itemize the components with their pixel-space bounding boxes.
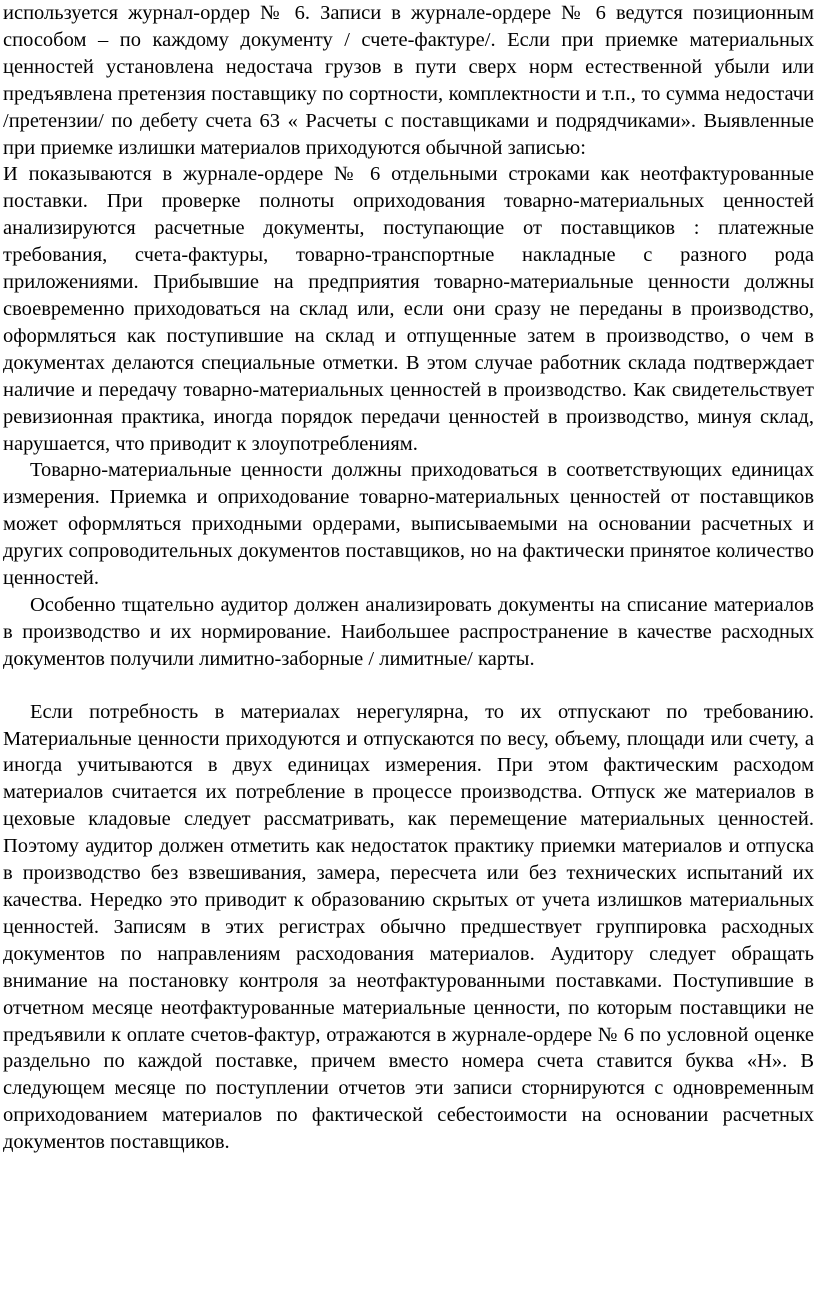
- paragraph-journal-order: используется журнал-ордер № 6. Записи в журнале-ордере № 6 ведутся позиционным способом – по каждому документу / счете-фактуре/. Если при приемке материальных ценностей установлена недостача грузов в пути сверх норм естественной убыли или предъявлена претензия поставщику по сортности, комплектности и т.п., то сумма недостачи /претензии/ по дебету счета 63 « Расчеты с поставщиками и подрядчиками». Выявленные при приемке излишки материалов приходуются обычной записью:: [3, 2, 814, 159]
- paragraph-unbilled-deliveries: И показываются в журнале-ордере № 6 отдельными строками как неотфактурованные поставки. При проверке полноты оприходования товарно-материальных ценностей анализируются расчетные документы, поступающие от поставщиков : платежные требования, счета-фактуры, товарно-транспортные накладные с разного рода приложениями. Прибывшие на предприятия товарно-материальные ценности должны своевременно приходоваться на склад или, если они сразу не переданы в производство, оформляться как поступившие на склад и отпущенные затем в производство, о чем в документах делаются специальные отметки. В этом случае работник склада подтверждает наличие и передачу товарно-материальных ценностей в производство. Как свидетельствует ревизионная практика, иногда порядок передачи ценностей в производство, минуя склад, нарушается, что приводит к злоупотреблениям.: [3, 163, 814, 455]
- paragraph-units-of-measure: Товарно-материальные ценности должны приходоваться в соответствующих единицах измерения. Приемка и оприходование товарно-материальных ценностей от поставщиков может оформляться приходными ордерами, выписываемыми на основании расчетных и других сопроводительных документов поставщиков, но на фактически принятое количество ценностей.: [3, 459, 814, 590]
- paragraph-irregular-demand: Если потребность в материалах нерегулярна, то их отпускают по требованию. Материальные ценности приходуются и отпускаются по весу, объему, площади или счету, а иногда учитываются в двух единицах измерения. При этом фактическим расходом материалов считается их потребление в процессе производства. Отпуск же материалов в цеховые кладовые следует рассматривать, как перемещение материальных ценностей. Поэтому аудитор должен отметить как недостаток практику приемки материалов и отпуска в производство без взвешивания, замера, пересчета или без технических испытаний их качества. Нередко это приводит к образованию скрытых от учета излишков материальных ценностей. Записям в этих регистрах обычно предшествует группировка расходных документов по направлениям расходования материалов. Аудитору следует обращать внимание на постановку контроля за неотфактурованными поставками. Поступившие в отчетном месяце неотфактурованные материальные ценности, по которым поставщики не предъявили к оплате счетов-фактур, отражаются в журнале-ордере № 6 по условной оценке раздельно по каждой поставке, причем вместо номера счета ставится буква «Н». В следующем месяце по поступлении отчетов эти записи сторнируются с одновременным оприходованием материалов по фактической себестоимости на основании расчетных документов поставщиков.: [3, 700, 814, 1154]
- paragraph-write-off-documents: Особенно тщательно аудитор должен анализировать документы на списание материалов в производство и их нормирование. Наибольшее распространение в качестве расходных документов получили лимитно-заборные / лимитные/ карты.: [3, 593, 814, 670]
